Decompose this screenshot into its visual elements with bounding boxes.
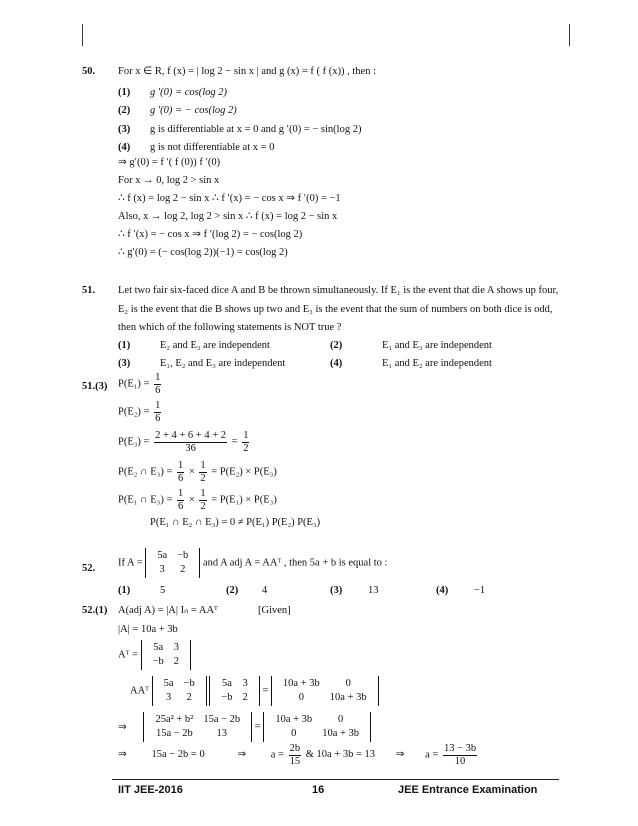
q50-option-text: g ′(0) = − cos(log 2) — [150, 105, 237, 116]
q52-option-label: (3) — [330, 585, 343, 596]
q50-solution-line: Also, x → log 2, log 2 > sin x ∴ f (x) = log 2 − sin x — [118, 211, 338, 222]
q52-line1: A(adj A) = |A| Iₙ = AAᵀ — [118, 605, 218, 616]
q52-if: If A = — [118, 557, 143, 569]
eq: = — [262, 685, 269, 697]
p1-fraction — [154, 372, 161, 396]
q51-p3 — [118, 430, 251, 454]
q50-option-label: (1) — [118, 87, 131, 98]
p23-frac-a — [177, 460, 184, 484]
matrix-a-2 — [152, 676, 207, 706]
matrix-sq — [143, 712, 252, 742]
q51-p2 — [118, 400, 163, 424]
cell: −b — [152, 656, 164, 668]
q52-aat — [130, 676, 379, 706]
footer-right: JEE Entrance Examination — [398, 784, 538, 796]
q52-at — [118, 640, 191, 670]
arrow: ⇒ — [118, 721, 127, 733]
cell: 2 — [173, 656, 179, 668]
q50-number: 50. — [82, 66, 96, 77]
p3-fraction — [154, 430, 227, 454]
q51-p23 — [118, 460, 277, 484]
q50-option-text: g is differentiable at x = 0 and g ′(0) = − sin(log 2) — [150, 124, 362, 135]
at-lhs: Aᵀ = — [118, 649, 138, 661]
p2-fraction — [154, 400, 161, 424]
q51-final: P(E₁ ∩ E₂ ∩ E₃) = 0 ≠ P(E₁) P(E₂) P(E₃) — [150, 517, 321, 528]
last-c: & 10a + 3b = 13 — [305, 749, 376, 761]
p13-rhs: = P(E₁) × P(E₃) — [211, 494, 277, 506]
cell: 5a — [163, 678, 174, 689]
last-b: a = — [270, 749, 284, 761]
cell: 25a² + b² — [155, 714, 194, 725]
q52-stem — [118, 548, 387, 578]
matrix-at-2 — [209, 676, 259, 706]
cell: 5a — [153, 642, 164, 653]
q50-option-label: (4) — [118, 142, 131, 153]
q51-stem-line: then which of the following statements is NOT true ? — [118, 322, 342, 333]
cell: 10a + 3b — [275, 714, 313, 725]
q52-line2: |A| = 10a + 3b — [118, 624, 178, 635]
last-b-frac — [289, 743, 302, 767]
q50-option-text: g ′(0) = cos(log 2) — [150, 87, 228, 98]
footer-page-number: 16 — [312, 784, 325, 796]
q52-last-line — [118, 743, 479, 767]
den: 6 — [178, 472, 184, 484]
header-left-rule — [82, 24, 83, 46]
p13-frac-a — [177, 488, 184, 512]
den: 2 — [200, 500, 206, 512]
q51-stem-line: E₂ is the event that die B shows up two and E₃ is the event that the sum of numbers on both dice is odd, — [118, 304, 553, 315]
cell: 0 — [345, 678, 351, 689]
eq: = — [254, 721, 261, 733]
num: 13 − 3b — [443, 743, 477, 754]
q50-solution-line: For x → 0, log 2 > sin x — [118, 175, 220, 186]
cell: −b — [221, 692, 233, 704]
footer-left: IIT JEE-2016 — [118, 784, 183, 796]
q52-number: 52. — [82, 563, 96, 574]
p23-rhs: = P(E₂) × P(E₃) — [211, 466, 277, 478]
header-right-rule — [569, 24, 570, 46]
q51-option-text: E₂ and E₃ are independent — [160, 340, 270, 351]
matrix-a — [145, 548, 200, 578]
num: 1 — [178, 488, 184, 499]
cell: 5a — [157, 550, 168, 561]
cell: −b — [177, 550, 189, 561]
p3-den: 36 — [185, 442, 196, 454]
q50-option-label: (2) — [118, 105, 131, 116]
cell: 2 — [180, 564, 186, 576]
cell: 3 — [165, 692, 172, 704]
p1-num: 1 — [155, 372, 161, 383]
p2-den: 6 — [155, 412, 161, 424]
q52-option-text: 5 — [160, 585, 166, 596]
cell: 3 — [173, 642, 179, 653]
q50-option-text: g is not differentiable at x = 0 — [150, 142, 275, 153]
cell: 3 — [242, 678, 248, 689]
last-d: a = — [425, 749, 439, 761]
footer-rule — [112, 779, 559, 780]
p3-lhs: P(E₃) = — [118, 436, 150, 448]
den: 10 — [454, 755, 466, 767]
den: 15 — [289, 755, 301, 767]
num: 1 — [200, 460, 206, 471]
arrow: ⇒ — [237, 749, 247, 761]
q52-option-label: (4) — [436, 585, 449, 596]
q52-option-text: 4 — [262, 585, 268, 596]
matrix-diag — [271, 676, 379, 706]
q52-answer: 52.(1) — [82, 605, 108, 616]
q52-option-label: (2) — [226, 585, 239, 596]
q51-p13 — [118, 488, 277, 512]
p13-lhs: P(E₁ ∩ E₃) = — [118, 494, 173, 506]
num: 1 — [200, 488, 206, 499]
cell: 0 — [337, 714, 344, 725]
q52-option-text: 13 — [368, 585, 379, 596]
q52-given: [Given] — [258, 605, 291, 616]
p3-res-num: 1 — [243, 430, 249, 441]
cell: 10a + 3b — [282, 678, 320, 689]
q52-option-text: −1 — [474, 585, 486, 596]
q50-solution-line: ⇒ g′(0) = f ′( f (0)) f ′(0) — [118, 157, 221, 168]
p3-res-den: 2 — [243, 442, 249, 454]
p1-lhs: P(E₁) = — [118, 378, 150, 390]
q50-solution-line: ∴ f ′(x) = − cos x ⇒ f ′(log 2) = − cos(log 2) — [118, 229, 303, 240]
cell: 0 — [291, 728, 297, 740]
p23-frac-b — [199, 460, 206, 484]
q52-option-label: (1) — [118, 585, 131, 596]
p3-result — [242, 430, 249, 454]
q50-stem: For x ∈ R, f (x) = | log 2 − sin x | and g (x) = f ( f (x)) , then : — [118, 66, 376, 77]
q51-option-label: (4) — [330, 358, 343, 369]
q51-option-label: (1) — [118, 340, 131, 351]
times: × — [188, 466, 195, 478]
last-a: 15a − 2b = 0 — [151, 749, 205, 761]
matrix-diag-2 — [263, 712, 371, 742]
q52-square — [118, 712, 371, 742]
arrow: ⇒ — [118, 749, 127, 761]
cell: −b — [183, 678, 195, 689]
q52-stem-rest: and A adj A = AAᵀ , then 5a + b is equal to : — [202, 557, 388, 569]
p2-lhs: P(E₂) = — [118, 406, 150, 418]
q51-option-label: (2) — [330, 340, 343, 351]
p3-num: 2 + 4 + 6 + 4 + 2 — [155, 430, 227, 441]
matrix-at — [141, 640, 191, 670]
q51-option-text: E₁ and E₂ are independent — [382, 358, 492, 369]
cell: 10a + 3b — [329, 692, 367, 704]
last-d-frac — [443, 743, 477, 767]
q51-option-label: (3) — [118, 358, 131, 369]
cell: 10a + 3b — [322, 728, 360, 740]
num: 1 — [178, 460, 184, 471]
cell: 5a — [221, 678, 232, 689]
p3-eq: = — [231, 436, 238, 448]
cell: 2 — [242, 692, 248, 704]
p2-num: 1 — [155, 400, 161, 411]
q51-number: 51. — [82, 285, 96, 296]
q51-option-text: E₁ and E₃ are independent — [382, 340, 492, 351]
p23-lhs: P(E₂ ∩ E₃) = — [118, 466, 173, 478]
arrow: ⇒ — [395, 749, 405, 761]
q50-option-label: (3) — [118, 124, 131, 135]
den: 2 — [200, 472, 206, 484]
cell: 13 — [216, 728, 227, 740]
den: 6 — [178, 500, 184, 512]
p13-frac-b — [199, 488, 206, 512]
cell: 2 — [186, 692, 192, 704]
q51-stem-line: Let two fair six-faced dice A and B be thrown simultaneously. If E₁ is the event that die A shows up four, — [118, 285, 559, 296]
cell: 15a − 2b — [203, 714, 241, 725]
num: 2b — [289, 743, 301, 754]
cell: 15a − 2b — [155, 728, 193, 740]
q51-p1 — [118, 372, 163, 396]
times: × — [188, 494, 195, 506]
q50-solution-line: ∴ g′(0) = (− cos(log 2))(−1) = cos(log 2) — [118, 247, 288, 258]
q51-option-text: E₁, E₂ and E₃ are independent — [160, 358, 286, 369]
aat-lhs: AAᵀ — [130, 685, 149, 697]
p1-den: 6 — [155, 384, 161, 396]
q51-answer: 51.(3) — [82, 381, 108, 392]
q50-solution-line: ∴ f (x) = log 2 − sin x ∴ f ′(x) = − cos x ⇒ f ′(0) = −1 — [118, 193, 341, 204]
cell: 3 — [159, 564, 165, 576]
cell: 0 — [298, 692, 304, 704]
